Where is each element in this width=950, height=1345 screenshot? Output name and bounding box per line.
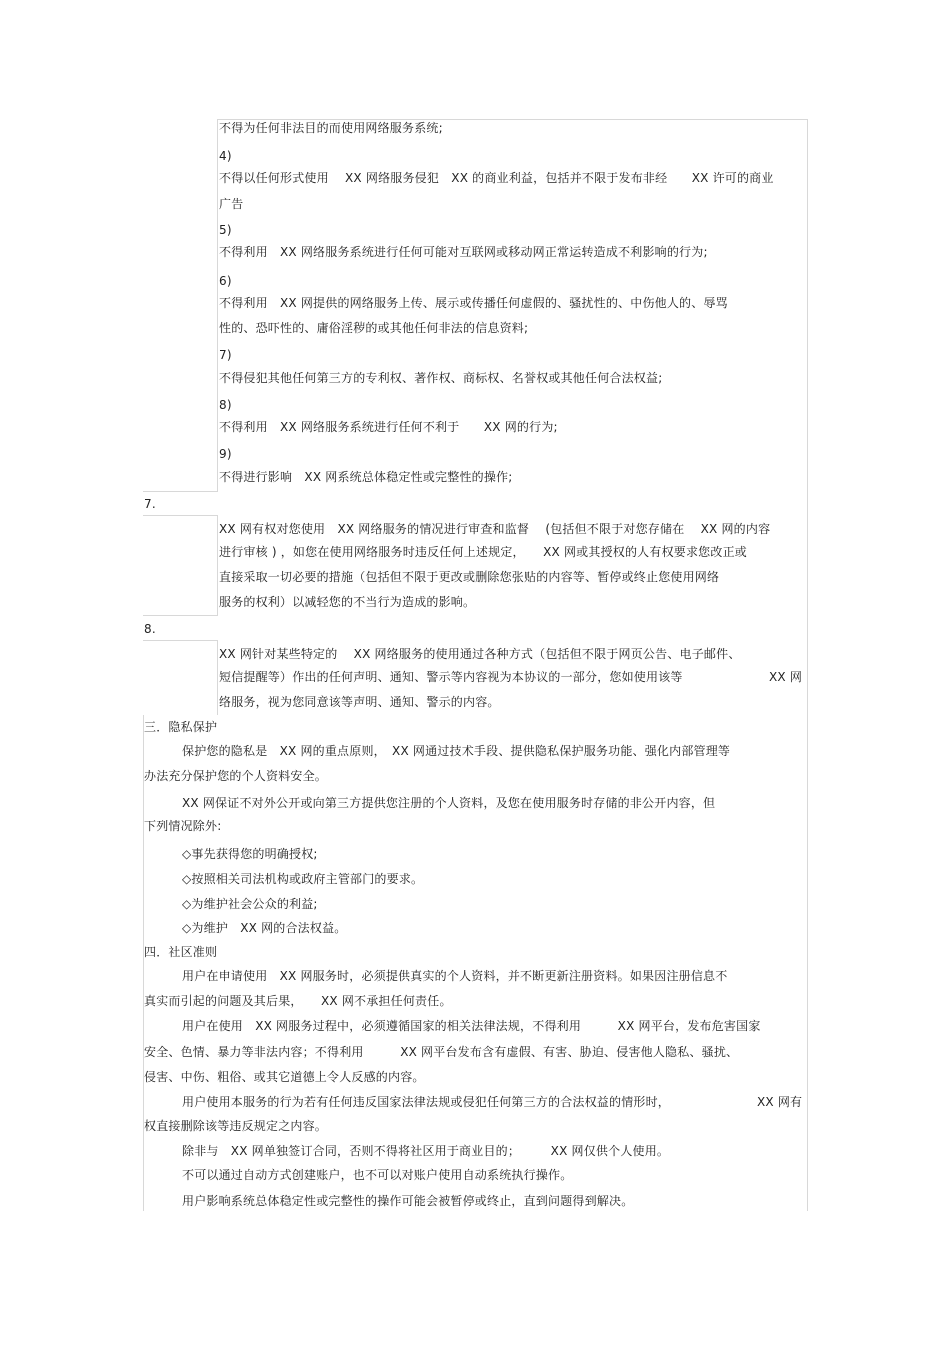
clause-number-9: 9): [219, 447, 232, 461]
community-p6: 用户影响系统总体稳定性或完整性的操作可能会被暂停或终止，直到问题得到解决。: [182, 1194, 634, 1208]
community-p4: 除非与 XX 网单独签订合同，否则不得将社区用于商业目的； XX 网仅供个人使用。: [182, 1144, 670, 1158]
section-7-line-4: 服务的权利）以减轻您的不当行为造成的影响。: [219, 595, 476, 609]
row-divider-8-top: [143, 615, 218, 616]
clause-6-line-b: 性的、恐吓性的、庸俗淫秽的或其他任何非法的信息资料;: [219, 321, 529, 335]
section-8-number: 8.: [144, 622, 156, 636]
row-divider-7-bottom: [143, 515, 218, 516]
community-p5: 不可以通过自动方式创建账户，也不可以对账户使用自动系统执行操作。: [182, 1168, 573, 1182]
clause-4-line-a: 不得以任何形式使用 XX 网络服务侵犯 XX 的商业利益，包括并不限于发布非经 XX 许可的商业: [219, 171, 774, 185]
community-p2-line-c: 侵害、中伤、粗俗、或其它道德上令人反感的内容。: [144, 1070, 425, 1084]
clause-4-line-b: 广告: [219, 197, 244, 211]
section-8-line-2-tail: XX 网: [769, 670, 803, 684]
table-right-border: [807, 119, 808, 1211]
community-p3-line-b: 权直接删除该等违反规定之内容。: [144, 1119, 328, 1133]
clause-number-4: 4): [219, 149, 232, 163]
row-divider-7-top: [143, 491, 218, 492]
section-7-line-2: 进行审核 ) ，如您在使用网络服务时违反任何上述规定， XX 网或其授权的人有权要求您改正或: [219, 545, 747, 559]
privacy-bullet-1: ◇事先获得您的明确授权;: [182, 847, 318, 861]
community-p3-line-a: 用户使用本服务的行为若有任何违反国家法律法规或侵犯任何第三方的合法权益的情形时，: [182, 1095, 671, 1109]
section7-left-border: [217, 515, 218, 615]
section-7-line-1: XX 网有权对您使用 XX 网络服务的情况进行审查和监督 (包括但不限于对您存储在 XX 网的内容: [219, 522, 771, 536]
section-8-line-1: XX 网针对某些特定的 XX 网络服务的使用通过各种方式（包括但不限于网页公告、电子邮件、: [219, 647, 741, 661]
privacy-p2-line-a: XX 网保证不对外公开或向第三方提供您注册的个人资料，及您在使用服务时存储的非公开内容，但: [182, 796, 716, 810]
section-7-number: 7.: [144, 497, 156, 511]
clause-9-line: 不得进行影响 XX 网系统总体稳定性或完整性的操作;: [219, 470, 513, 484]
clause-8-line: 不得利用 XX 网络服务系统进行任何不利于 XX 网的行为;: [219, 420, 558, 434]
privacy-p1-line-b: 办法充分保护您的个人资料安全。: [144, 769, 328, 783]
privacy-heading: 三．隐私保护: [144, 720, 218, 734]
clause-7-line: 不得侵犯其他任何第三方的专利权、著作权、商标权、名誉权或其他任何合法权益;: [219, 371, 663, 385]
community-p3-line-a-tail: XX 网有: [757, 1095, 803, 1109]
privacy-bullet-4: ◇为维护 XX 网的合法权益。: [182, 921, 347, 935]
privacy-p1-line-a: 保护您的隐私是 XX 网的重点原则， XX 网通过技术手段、提供隐私保护服务功能、强化内部管理等: [182, 744, 731, 758]
community-p1-line-b: 真实而引起的问题及其后果， XX 网不承担任何责任。: [144, 994, 452, 1008]
community-p2-line-a: 用户在使用 XX 网服务过程中，必须遵循国家的相关法律法规，不得利用 XX 网平台，发布危害国家: [182, 1019, 761, 1033]
clause-number-6: 6): [219, 274, 232, 288]
row-divider-8-bottom: [143, 640, 218, 641]
clause-5-line: 不得利用 XX 网络服务系统进行任何可能对互联网或移动网正常运转造成不利影响的行为;: [219, 245, 708, 259]
privacy-bullet-3: ◇为维护社会公众的利益;: [182, 897, 318, 911]
clause-6-line-a: 不得利用 XX 网提供的网络服务上传、展示或传播任何虚假的、骚扰性的、中伤他人的、辱骂: [219, 296, 728, 310]
clause-line-1: 不得为任何非法目的而使用网络服务系统;: [219, 121, 443, 135]
clause-number-7: 7): [219, 348, 232, 362]
privacy-p2-line-b: 下列情况除外:: [144, 819, 222, 833]
community-heading: 四．社区准则: [144, 945, 218, 959]
clause-number-5: 5): [219, 223, 232, 237]
community-p1-line-a: 用户在申请使用 XX 网服务时，必须提供真实的个人资料，并不断更新注册资料。如果因注册信息不: [182, 969, 728, 983]
community-p2-line-b: 安全、色情、暴力等非法内容；不得利用 XX 网平台发布含有虚假、有害、胁迫、侵害他人隐私、骚扰、: [144, 1045, 739, 1059]
privacy-bullet-2: ◇按照相关司法机构或政府主管部门的要求。: [182, 872, 424, 886]
section-8-line-2: 短信提醒等）作出的任何声明、通知、警示等内容视为本协议的一部分，您如使用该等: [219, 670, 683, 684]
clause-number-8: 8): [219, 398, 232, 412]
table-left-border-upper: [217, 119, 218, 491]
section-8-line-3: 络服务，视为您同意该等声明、通知、警示的内容。: [219, 695, 500, 709]
section-7-line-3: 直接采取一切必要的措施（包括但不限于更改或删除您张贴的内容等、暂停或终止您使用网络: [219, 570, 720, 584]
section8-left-border: [217, 640, 218, 715]
lower-left-border: [143, 715, 144, 1211]
